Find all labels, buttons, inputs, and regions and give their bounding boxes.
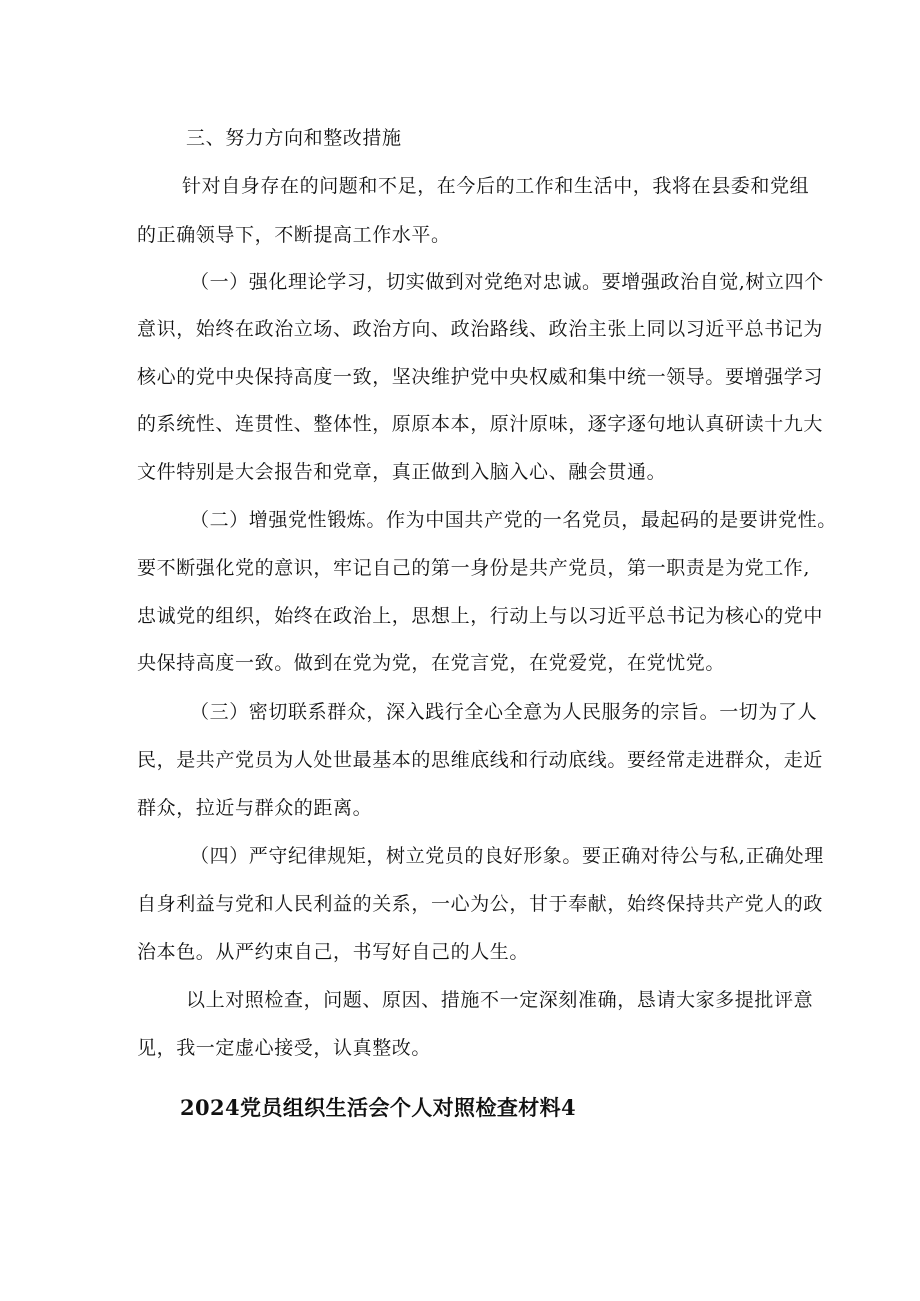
intro-line-2: 的正确领导下，不断提高工作水平。 [137, 224, 451, 246]
section-heading: 三、努力方向和整改措施 [186, 127, 402, 149]
item2-line-4: 央保持高度一致。做到在党为党，在党言党，在党爱党，在党忧党。 [137, 652, 726, 674]
item2-line-1: （二）增强党性锻炼。作为中国共产党的一名党员，最起码的是要讲党性。 [190, 509, 837, 531]
next-section-title: 2024党员组织生活会个人对照检查材料4 [180, 1095, 577, 1120]
item2-line-2: 要不断强化党的意识，牢记自己的第一身份是共产党员，第一职责是为党工作, [137, 557, 811, 579]
intro-line-1: 针对自身存在的问题和不足，在今后的工作和生活中，我将在县委和党组 [182, 175, 810, 197]
item1-line-3: 核心的党中央保持高度一致，坚决维护党中央权威和集中统一领导。要增强学习 [137, 366, 824, 388]
item1-line-1: （一）强化理论学习，切实做到对党绝对忠诚。要增强政治自觉,树立四个 [190, 271, 824, 293]
item3-line-2: 民，是共产党员为人处世最基本的思维底线和行动底线。要经常走进群众，走近 [137, 749, 824, 771]
item4-line-3: 治本色。从严约束自己，书写好自己的人生。 [137, 941, 530, 963]
item4-line-2: 自身利益与党和人民利益的关系，一心为公，甘于奉献，始终保持共产党人的政 [137, 893, 824, 915]
closing-line-1: 以上对照检查，问题、原因、措施不一定深刻准确，恳请大家多提批评意 [186, 989, 814, 1011]
item3-line-1: （三）密切联系群众，深入践行全心全意为人民服务的宗旨。一切为了人 [190, 701, 818, 723]
item1-line-5: 文件特别是大会报告和党章，真正做到入脑入心、融会贯通。 [137, 461, 667, 483]
item3-line-3: 群众，拉近与群众的距离。 [137, 797, 373, 819]
closing-line-2: 见，我一定虚心接受，认真整改。 [137, 1037, 432, 1059]
item1-line-4: 的系统性、连贯性、整体性，原原本本，原汁原味，逐字逐句地认真研读十九大 [137, 413, 824, 435]
item4-line-1: （四）严守纪律规矩，树立党员的良好形象。要正确对待公与私,正确处理 [190, 845, 824, 867]
item2-line-3: 忠诚党的组织，始终在政治上，思想上，行动上与以习近平总书记为核心的党中 [137, 605, 824, 627]
item1-line-2: 意识，始终在政治立场、政治方向、政治路线、政治主张上同以习近平总书记为 [137, 318, 824, 340]
